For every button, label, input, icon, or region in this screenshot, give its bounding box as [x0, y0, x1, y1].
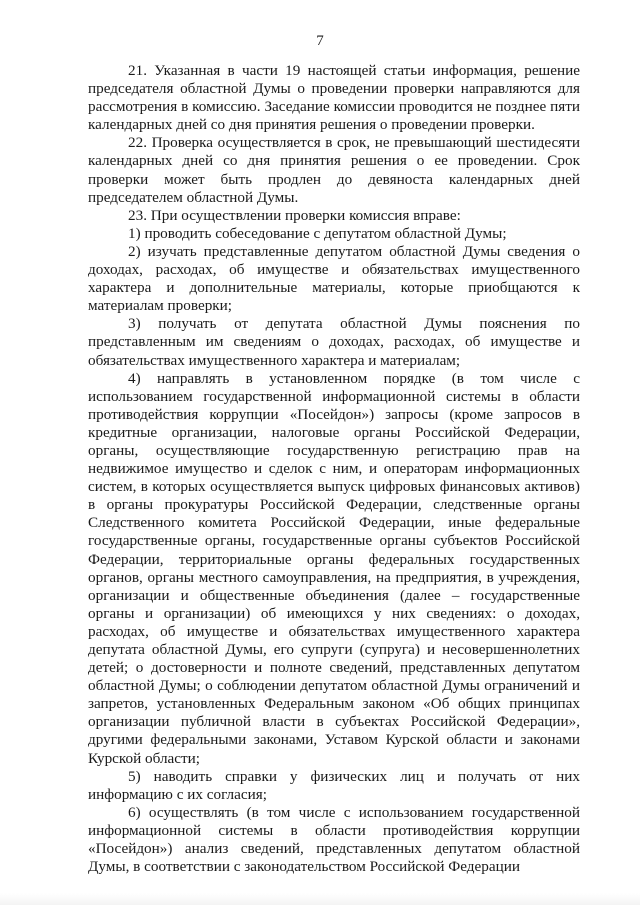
paragraph-23: 23. При осуществлении проверки комиссия вправе: — [128, 206, 461, 224]
list-item-5: 5) наводить справки у физических лиц и получать от них информацию с их согласия; — [88, 767, 580, 803]
list-item-4: 4) направлять в установленном порядке (в том числе с использованием государственной информационной системы в области противодействия коррупции «Посейдон») запросы (кроме запросов в кредитные организации, налоговые органы Российской Федерации, органы, осуществляющие государственную регистрацию прав на недвижимое имущество и сделок с ним, и операторам информационных систем, в которых осуществляется выпуск цифровых финансовых активов) в органы прокуратуры Российской Федерации, следственные органы Следственного комитета Российской Федерации, иные федеральные государственные органы, государственные органы субъектов Российской Федерации, территориальные органы федеральных государственных органов, органы местного самоуправления, на предприятия, в учреждения, организации и общественные объединения (далее – государственные органы и организации) об имеющихся у них сведениях: о доходах, расходах, об имуществе и обязательствах имущественного характера депутата областной Думы, его супруги (супруга) и несовершеннолетних детей; о достоверности и полноте сведений, представленных депутатом областной Думы; о соблюдении депутатом областной Думы ограничений и запретов, установленных Федеральным законом «Об общих принципах организации публичной власти в субъектах Российской Федерации», другими федеральными законами, Уставом Курской области и законами Курской области; — [88, 369, 580, 767]
paragraph-21: 21. Указанная в части 19 настоящей статьи информация, решение председателя областной Думы о проведении проверки направляются для рассмотрения в комиссию. Заседание комиссии проводится не позднее пяти календарных дней со дня принятия решения о проведении проверки. — [88, 62, 580, 134]
page-bottom-edge — [0, 893, 640, 905]
document-body — [88, 62, 580, 876]
list-item-3: 3) получать от депутата областной Думы пояснения по представленным им сведениям о доходах, расходах, об имуществе и обязательствах имущественного характера и материалам; — [88, 315, 580, 369]
list-item-6: 6) осуществлять (в том числе с использованием государственной информационной системы в области противодействия коррупции «Посейдон») анализ сведений, представленных депутатом областной Думы, в соответствии с законодательством Российской Федерации — [88, 803, 580, 876]
paragraph-22: 22. Проверка осуществляется в срок, не превышающий шестидесяти календарных дней со дня принятия решения о ее проведении. Срок проверки может быть продлен до девяноста календарных дней председателем областной Думы. — [88, 134, 580, 206]
list-item-1: 1) проводить собеседование с депутатом областной Думы; — [128, 224, 507, 242]
page-number: 7 — [316, 33, 324, 49]
list-item-2: 2) изучать представленные депутатом областной Думы сведения о доходах, расходах, об имуществе и обязательствах имущественного характера и дополнительные материалы, которые приобщаются к материалам проверки; — [88, 242, 580, 315]
